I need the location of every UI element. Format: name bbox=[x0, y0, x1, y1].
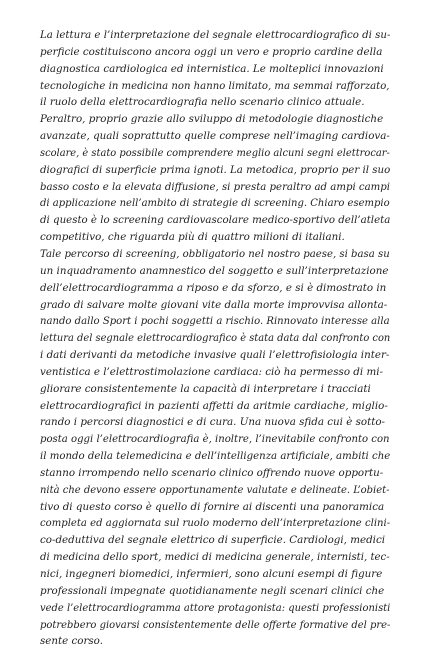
text-line: Tale percorso di screening, obbligatorio nel nostro paese, si basa su bbox=[40, 247, 390, 260]
text-line: posta oggi l’elettrocardiografia è, inoltre, l’inevitabile confronto con bbox=[40, 433, 390, 446]
text-line: dell’elettrocardiogramma a riposo e da sforzo, e si è dimostrato in bbox=[40, 281, 387, 294]
text-line: di questo è lo screening cardiovascolare medico-sportivo dell’atleta bbox=[40, 214, 391, 227]
text-line: vede l’elettrocardiogramma attore protagonista: questi professionisti bbox=[40, 601, 391, 614]
text-line: ventistica e l’elettrostimolazione cardiaca: ciò ha permesso di mi- bbox=[40, 365, 383, 378]
text-line: di medicina dello sport, medici di medicina generale, internisti, tec- bbox=[40, 551, 390, 564]
text-line: diografici di superficie prima ignoti. La metodica, proprio per il suo bbox=[40, 163, 391, 176]
text-line: grado di salvare molte giovani vite dalla morte improvvisa allonta- bbox=[40, 298, 388, 311]
text-line: tecnologiche in medicina non hanno limitato, ma semmai rafforzato, bbox=[40, 79, 390, 92]
text-line: avanzate, quali soprattutto quelle comprese nell’imaging cardiova- bbox=[40, 130, 390, 143]
text-line: basso costo e la elevata diffusione, si presta peraltro ad ampi campi bbox=[40, 180, 391, 193]
text-line: di applicazione nell’ambito di strategie di screening. Chiaro esempio bbox=[40, 197, 390, 210]
text-line: i dati derivanti da metodiche invasive quali l’elettrofisiologia inter- bbox=[40, 349, 390, 362]
text-line: sente corso. bbox=[40, 635, 103, 648]
document-page bbox=[40, 27, 390, 650]
text-line: un inquadramento anamnestico del soggetto e sull’interpretazione bbox=[40, 264, 389, 277]
paragraph-1 bbox=[40, 27, 390, 111]
text-line: perficie costituiscono ancora oggi un vero e proprio cardine della bbox=[40, 45, 383, 58]
text-line: competitivo, che riguarda più di quattro milioni di italiani. bbox=[40, 231, 345, 244]
text-line: il ruolo della elettrocardiografia nello scenario clinico attuale. bbox=[40, 96, 365, 109]
text-line: tivo di questo corso è quello di fornire ai discenti una panoramica bbox=[40, 500, 385, 513]
text-line: nici, ingegneri biomedici, infermieri, sono alcuni esempi di figure bbox=[40, 568, 383, 580]
text-line: potrebbero giovarsi consistentemente delle offerte formative del pre- bbox=[40, 618, 391, 631]
text-line: gliorare consistentemente la capacità di interpretare i tracciati bbox=[40, 382, 371, 395]
paragraph-2 bbox=[40, 111, 390, 246]
text-line: co-deduttiva del segnale elettrico di superficie. Cardiologi, medici bbox=[40, 534, 386, 547]
text-line: lettura del segnale elettrocardiografico è stata data dal confronto con bbox=[40, 332, 391, 345]
text-line: il mondo della telemedicina e dell’intelligenza artificiale, ambiti che bbox=[40, 450, 391, 463]
text-line: nità che devono essere opportunamente valutate e delineate. L’obiet- bbox=[40, 483, 390, 496]
text-line: professionali impegnate quotidianamente negli scenari clinici che bbox=[40, 584, 385, 597]
text-line: diagnostica cardiologica ed internistica. Le molteplici innovazioni bbox=[40, 62, 384, 75]
text-line: completa ed aggiornata sul ruolo moderno dell’interpretazione clini- bbox=[40, 517, 391, 530]
text-line: La lettura e l’interpretazione del segnale elettrocardiografico di su- bbox=[40, 29, 391, 41]
text-line: rando i percorsi diagnostici e di cura. Una nuova sfida cui è sotto- bbox=[40, 416, 386, 429]
paragraph-3 bbox=[40, 246, 390, 650]
text-line: nando dallo Sport i pochi soggetti a rischio. Rinnovato interesse alla bbox=[40, 315, 390, 328]
text-line: elettrocardiografici in pazienti affetti da aritmie cardiache, miglio- bbox=[40, 399, 388, 412]
text-line: scolare, è stato possibile comprendere meglio alcuni segni elettrocar- bbox=[40, 146, 390, 159]
text-line: Peraltro, proprio grazie allo sviluppo di metodologie diagnostiche bbox=[40, 113, 384, 126]
text-line: stanno irrompendo nello scenario clinico offrendo nuove opportu- bbox=[40, 466, 384, 479]
